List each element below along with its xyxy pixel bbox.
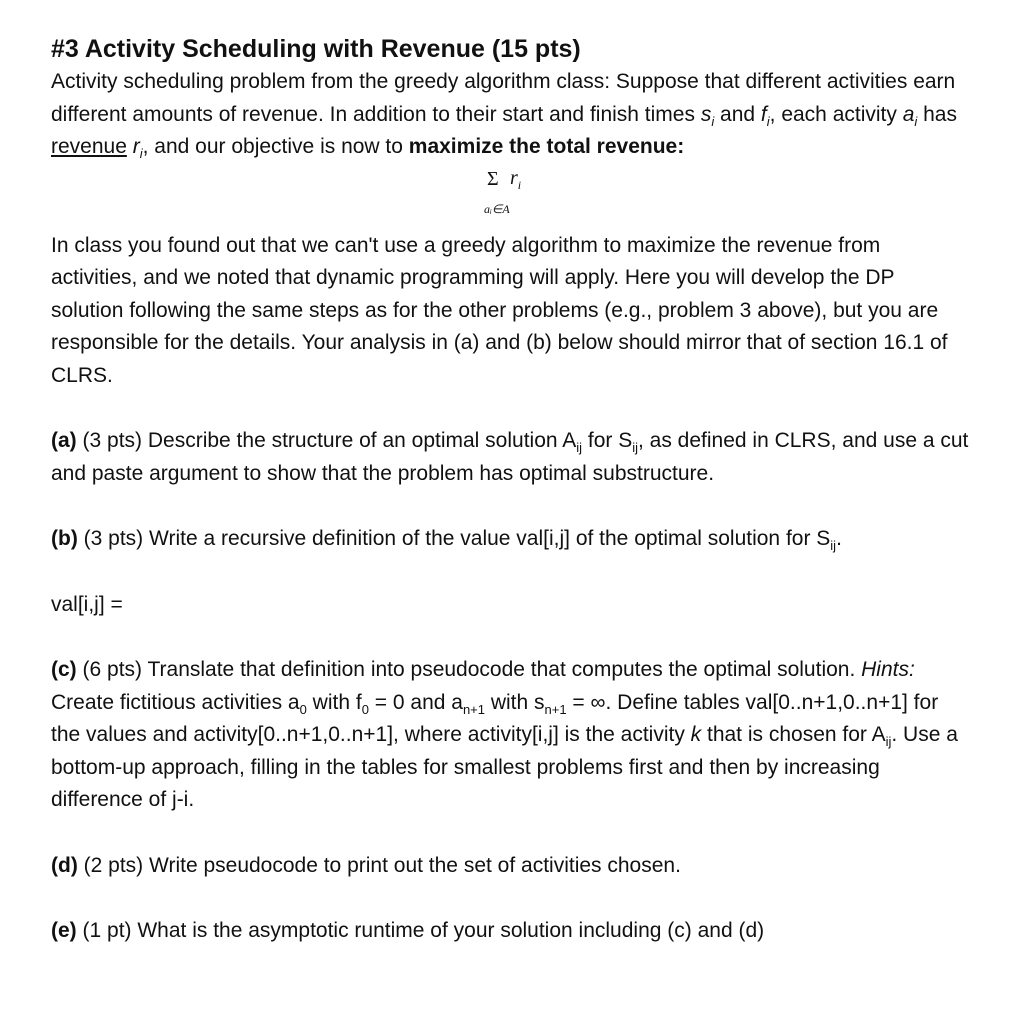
intro-text-6: , and our objective is now to bbox=[142, 135, 409, 158]
spacer bbox=[51, 392, 971, 425]
part-c-label: (c) bbox=[51, 658, 77, 681]
revenue-underlined: revenue bbox=[51, 135, 127, 158]
document-page bbox=[51, 32, 971, 948]
var-s: $s_i$ bbox=[700, 102, 715, 129]
part-e: (e) (1 pt) What is the asymptotic runtime of your solution including (c) and (d) bbox=[51, 919, 765, 942]
part-b: (b) (3 pts) Write a recursive definition of the value val[i,j] of the optimal solution for $S_{ij}$. bbox=[51, 527, 842, 554]
val-line: val[i,j] = bbox=[51, 592, 123, 616]
intro-text-1: Activity scheduling problem from the greedy algorithm class: Suppose that different activities earn different amounts of revenue. In addition to their start and finish times bbox=[51, 70, 956, 126]
var-r: $r_i$ bbox=[132, 135, 143, 162]
part-d-label: (d) bbox=[51, 853, 78, 877]
sum-formula bbox=[51, 168, 971, 230]
spacer bbox=[51, 490, 971, 523]
part-c: (c) (6 pts) Translate that definition into pseudocode that computes the optimal solution. Hints: Create fictitious activities $a_0$ with $f_0 = 0$ and $a_{n+1}$ with $s_{n+1}$ = ∞. Define tables val[0..n+1,0..n+1] for the values and activity[0..n+1,0..n+1], where activity[i,j] is the activity k that is chosen for $A_{ij}$. Use a bottom-up approach, filling in the tables for smallest problems first and then by increasing difference of j-i. bbox=[51, 658, 958, 811]
intro-text-2: and bbox=[714, 102, 761, 126]
objective-bold: maximize the total revenue: bbox=[408, 135, 685, 158]
var-f: $f_i$ bbox=[760, 102, 770, 129]
formula-index: aᵢ∈A bbox=[484, 201, 510, 216]
formula-r: $r_i$ bbox=[510, 166, 522, 192]
var-a: $a_i$ bbox=[902, 102, 918, 129]
hints-label: Hints: bbox=[861, 658, 915, 681]
sigma-symbol: Σ bbox=[487, 167, 499, 190]
intro-paragraph bbox=[51, 66, 971, 164]
spacer bbox=[51, 621, 971, 654]
intro-text-4: has bbox=[917, 102, 957, 126]
part-a: (a) (3 pts) Describe the structure of an optimal solution $A_{ij}$ for $S_{ij}$, as defined in CLRS, and use a cut and paste argument to show that the problem has optimal substructure. bbox=[51, 429, 969, 485]
part-b-label: (b) bbox=[51, 527, 78, 550]
part-a-label: (a) bbox=[51, 429, 77, 452]
spacer bbox=[51, 817, 971, 850]
context-paragraph: In class you found out that we can't use a greedy algorithm to maximize the revenue from activities, and we noted that dynamic programming will apply. Here you will develop the DP solution following the same steps as for the other problems (e.g., problem 3 above), but you are responsible for the details. Your analysis in (a) and (b) below should mirror that of section 16.1 of CLRS. bbox=[51, 233, 948, 387]
spacer bbox=[51, 882, 971, 915]
spacer bbox=[51, 556, 971, 589]
intro-text-3: , each activity bbox=[769, 102, 903, 126]
part-e-label: (e) bbox=[51, 919, 77, 942]
var-k: k bbox=[690, 723, 702, 746]
part-d: (d) (2 pts) Write pseudocode to print out the set of activities chosen. bbox=[51, 853, 681, 877]
problem-title: #3 Activity Scheduling with Revenue (15 pts) bbox=[51, 35, 581, 63]
